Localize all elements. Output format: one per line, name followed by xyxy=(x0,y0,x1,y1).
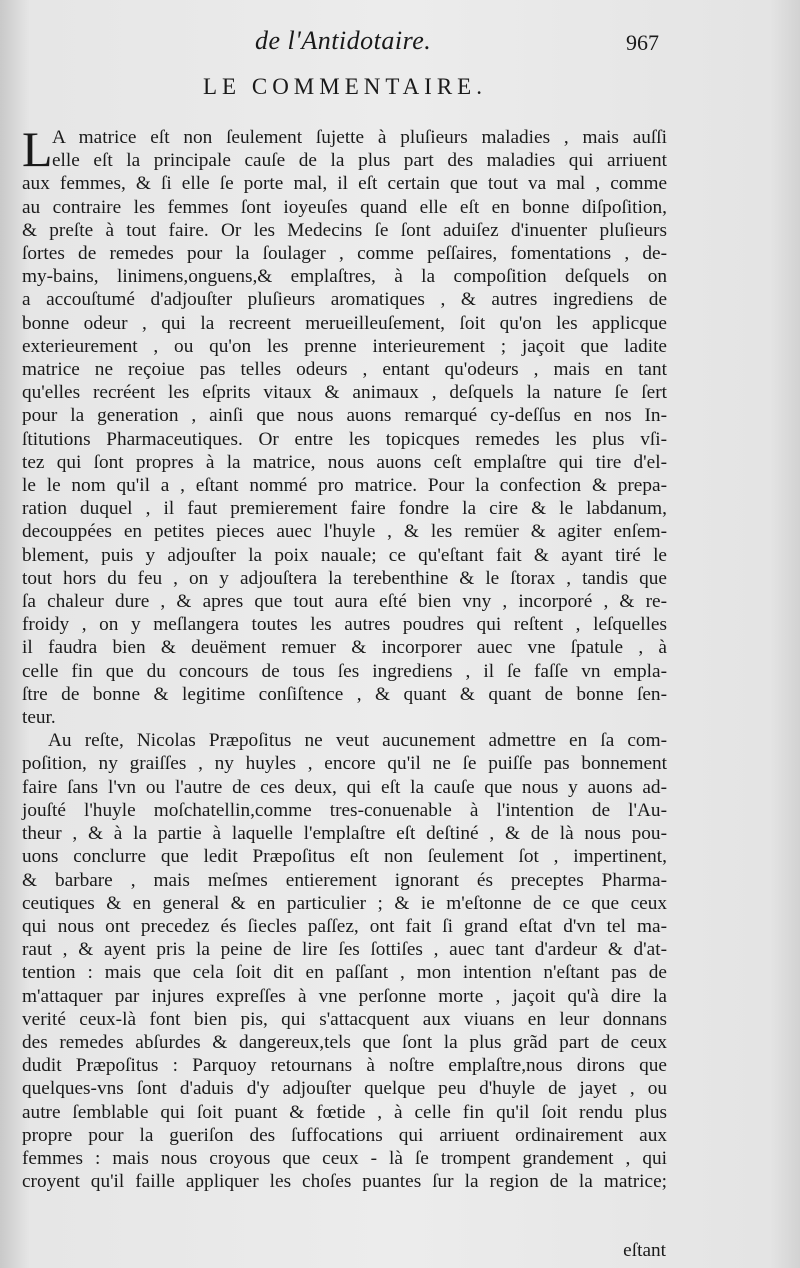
text-line: le le nom qu'il a , eſtant nommé pro matrice. Pour la confection & prepa- xyxy=(22,475,667,497)
text-line: raut , & ayent pris la peine de lire ſes ſottiſes , auec tant d'ardeur & d'at- xyxy=(22,939,667,961)
text-line: il faudra bien & deuëment remuer & incorporer auec vne ſpatule , à xyxy=(22,637,667,659)
text-line: theur , & à la partie à laquelle l'emplaſtre eſt deſtiné , & de là nous pou- xyxy=(22,823,667,845)
text-line: ſortes de remedes pour la ſoulager , comme peſſaires, fomentations , de- xyxy=(22,243,667,265)
text-line: verité ceux-là font bien pis, qui s'attacquent aux viuans en leur donnans xyxy=(22,1008,667,1030)
text-line: tention : mais que cela ſoit dit en paſſant , mon intention n'eſtant pas de xyxy=(22,962,667,984)
text-line: des remedes abſurdes & dangereux,tels que ſont la plus grãd part de ceux xyxy=(22,1031,667,1053)
paragraph-1 xyxy=(22,121,667,729)
text-line: croyent qu'il faille appliquer les choſes puantes ſur la region de la matrice; xyxy=(22,1171,667,1193)
text-line: au contraire les femmes ſont ioyeuſes quand elle eſt en bonne diſpoſition, xyxy=(22,196,667,218)
text-line: ration duquel , il faut premierement faire fondre la cire & le labdanum, xyxy=(22,498,667,520)
text-line: ceutiques & en general & en particulier ; & ie m'eſtonne de ce que ceux xyxy=(22,892,667,914)
text-line: propre pour la gueriſon des ſuffocations qui arriuent ordinairement aux xyxy=(22,1124,667,1146)
text-line: tout hors du feu , on y adjouſtera la terebenthine & le ſtorax , tandis que xyxy=(22,567,667,589)
text-line: autre ſemblable qui ſoit puant & fœtide , à celle fin qu'il ſoit rendu plus xyxy=(22,1101,667,1123)
text-line: decouppées en petites pieces auec l'huyle , & les remüer & agiter enſem- xyxy=(22,521,667,543)
text-line: a accouſtumé d'adjouſter pluſieurs aromatiques , & autres ingrediens de xyxy=(22,289,667,311)
text-line: qui nous ont precedez és ſiecles paſſez, ont fait ſi grand eſtat d'vn tel ma- xyxy=(22,915,667,937)
text-line: aux femmes, & ſi elle ſe porte mal, il eſt certain que tout va mal , comme xyxy=(22,173,667,195)
body-text xyxy=(22,121,667,1193)
text-line: matrice ne reçoiue pas telles odeurs , entant qu'odeurs , mais en tant xyxy=(22,359,667,381)
text-line: bonne odeur , qui la recreent merueilleuſement, ſoit qu'on les applicque xyxy=(22,312,667,334)
text-line: faire ſans l'vn ou l'autre de ces deux, qui eſt la cauſe que nous y auons ad- xyxy=(22,776,667,798)
text-line: Au reſte, Nicolas Præpoſitus ne veut aucunement admettre en ſa com- xyxy=(48,730,667,752)
text-line: pour la generation , ainſi que nous auons remarqué cy-deſſus en nos In- xyxy=(22,405,667,427)
text-line: uons conclurre que ledit Præpoſitus eſt non ſeulement ſot , impertinent, xyxy=(22,846,667,868)
text-line: dudit Præpoſitus : Parquoy retournans à noſtre emplaſtre,nous dirons que xyxy=(22,1055,667,1077)
text-line: & barbare , mais meſmes entierement ignorant és preceptes Pharma- xyxy=(22,869,667,891)
running-head xyxy=(0,22,800,62)
text-line: exterieurement , ou qu'on les prenne interieurement ; jaçoit que ladite xyxy=(22,335,667,357)
text-line: qu'elles recréent les eſprits vitaux & animaux , deſquels la nature ſe ſert xyxy=(22,382,667,404)
page-number: 967 xyxy=(626,30,659,55)
text-line: elle eſt la principale cauſe de la plus part des maladies qui arriuent xyxy=(52,150,667,172)
text-line: froidy , on y meſlangera toutes les autres poudres qui reſtent , leſquelles xyxy=(22,614,667,636)
text-line: A matrice eſt non ſeulement ſujette à pluſieurs maladies , mais auſſi xyxy=(52,127,667,148)
text-line: teur. xyxy=(22,707,56,729)
text-line: ſtre de bonne & legitime conſiſtence , & quant & quant de bonne ſen- xyxy=(22,683,667,705)
text-line: quelques-vns ſont d'aduis d'y adjouſter quelque peu d'huyle de jayet , ou xyxy=(22,1078,667,1100)
text-line: jouſté l'huyle moſchatellin,comme tres-conuenable à l'intention de l'Au- xyxy=(22,799,667,821)
text-line: & preſte à tout faire. Or les Medecins ſe ſont aduiſez d'inuenter pluſieurs xyxy=(22,219,667,241)
catchword: eſtant xyxy=(623,1240,666,1261)
text-line: m'attaquer par injures expreſſes à vne perſonne morte , jaçoit qu'à dire la xyxy=(22,985,667,1007)
drop-cap: L xyxy=(22,121,53,177)
paragraph-2 xyxy=(22,729,667,1193)
text-line: celle fin que du concours de tous ſes ingrediens , il ſe faſſe vn empla- xyxy=(22,660,667,682)
text-line: femmes : mais nous croyous que ceux - là ſe trompent grandement , qui xyxy=(22,1147,667,1169)
running-title: de l'Antidotaire. xyxy=(255,26,432,55)
text-line: tez qui ſont propres à la matrice, nous auons ceſt emplaſtre qui tire d'el- xyxy=(22,451,667,473)
text-line: ſtitutions Pharmaceutiques. Or entre les topicques remedes les plus vſi- xyxy=(22,428,667,450)
section-title: LE COMMENTAIRE. xyxy=(203,74,487,99)
text-line: blement, puis y adjouſter la poix nauale; ce qu'eſtant fait & ayant tiré le xyxy=(22,544,667,566)
text-line: my-bains, linimens,onguens,& emplaſtres, à la compoſition deſquels on xyxy=(22,266,667,288)
text-line: poſition, ny graiſſes , ny huyles , encore qu'il ne ſe puiſſe pas bonnement xyxy=(22,753,667,775)
text-line: ſa chaleur dure , & apres que tout aura eſté bien vny , incorporé , & re- xyxy=(22,591,667,613)
